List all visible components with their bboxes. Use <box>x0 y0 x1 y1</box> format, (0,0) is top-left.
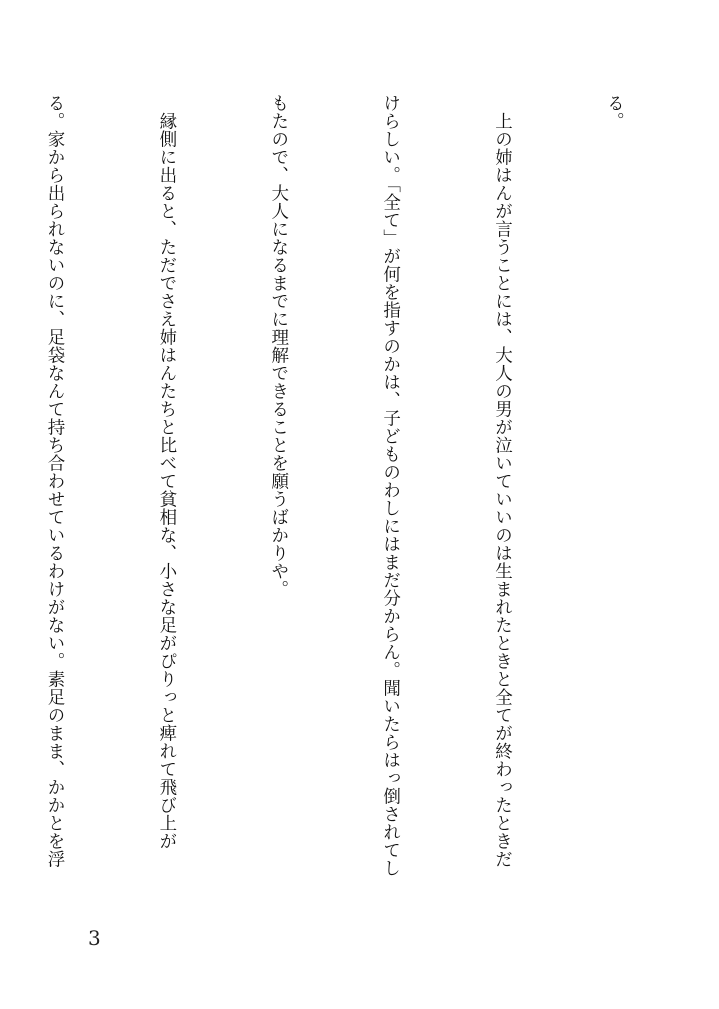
text-line: る。 <box>604 94 625 130</box>
body-text <box>0 94 707 904</box>
page-number: 3 <box>88 926 101 950</box>
text-line: もたので、大人になるまでに理解できることを願うばかりや。 <box>268 94 289 598</box>
text-line: る。家から出られないのに、足袋なんて持ち合わせているわけがない。素足のまま、かかとを浮 <box>44 94 65 868</box>
text-line: 上の姉はんが言うことには、大人の男が泣いていいのは生まれたときと全てが終わったときだ <box>492 94 513 868</box>
text-line: けらしい。「全て」が何を指すのかは、子どものわしにはまだ分からん。聞いたらはっ倒されてし <box>380 94 401 878</box>
text-line: 縁側に出ると、ただでさえ姉はんたちと比べて貧相な、小さな足がぴりっと痺れて飛び上が <box>156 94 177 850</box>
